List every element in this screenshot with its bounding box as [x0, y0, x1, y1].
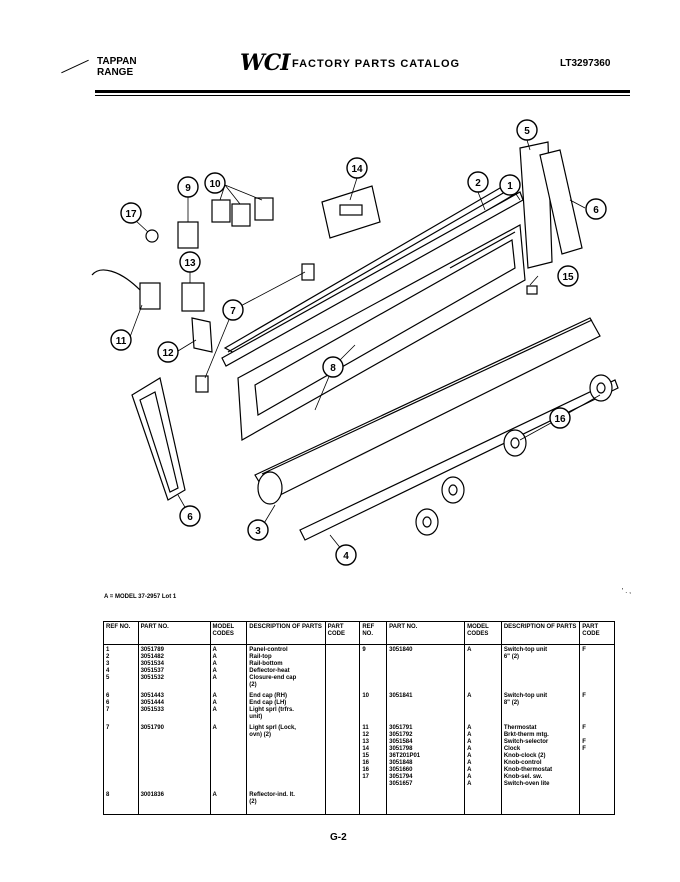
col-ref-no: REF NO.: [104, 622, 139, 645]
right-desc-cell: [501, 723, 579, 790]
callout-10: 10: [209, 179, 221, 190]
left-model-cell-line: A: [212, 707, 217, 713]
left-ref-cell: [104, 645, 139, 692]
right-model-cell-line: A: [467, 746, 472, 752]
right-part-cell: [387, 645, 465, 692]
knob-16b: [504, 430, 526, 456]
callout-13: 13: [184, 258, 196, 269]
scan-specks: ' . ,: [622, 588, 632, 595]
left-ref-cell-line: 2: [106, 654, 110, 660]
left-desc-cell-line: End cap (LH): [249, 700, 287, 706]
right-code-cell-line: F: [582, 693, 586, 699]
left-code-cell: [325, 645, 360, 692]
page-number: G-2: [330, 832, 347, 843]
thermostat-tube: [92, 270, 140, 290]
left-model-cell-line: A: [212, 647, 217, 653]
table-row: [104, 723, 615, 790]
left-desc-cell-line: Light sprl (trfrs.: [249, 707, 294, 713]
left-part-cell-line: 3051789: [140, 647, 164, 653]
right-model-cell-line: A: [467, 693, 472, 699]
left-desc-cell-line: (2): [249, 799, 257, 805]
right-desc-cell-line: Knob-clock (2): [503, 753, 546, 759]
col-description-2: DESCRIPTION OF PARTS: [501, 622, 579, 645]
callout-5: 5: [524, 126, 530, 137]
callout-17: 17: [125, 209, 137, 220]
light-socket-2: [196, 376, 208, 392]
right-part-cell-line: 3051657: [389, 781, 413, 787]
left-ref-cell-line: 4: [106, 668, 110, 674]
right-code-cell-line: F: [582, 746, 586, 752]
col-part-no: PART NO.: [138, 622, 210, 645]
knob-16a: [590, 375, 612, 401]
right-model-cell-line: A: [467, 781, 472, 787]
left-desc-cell-line: Panel-control: [249, 647, 288, 653]
right-model-cell-line: A: [467, 767, 472, 773]
col-description: DESCRIPTION OF PARTS: [247, 622, 325, 645]
right-code-cell-line: F: [582, 739, 586, 745]
model-note: A = MODEL 37-2957 Lot 1: [104, 594, 177, 600]
left-model-cell-line: A: [212, 792, 217, 798]
table-row: [104, 790, 615, 815]
right-code-cell-line: [582, 732, 612, 739]
rail-bottom-end: [258, 472, 282, 504]
wci-logo: WCI: [240, 50, 290, 76]
right-desc-cell-line: Knob-thermostat: [503, 767, 553, 773]
left-desc-cell: [247, 723, 325, 790]
left-ref-cell: [104, 723, 139, 790]
brand-line-1: TAPPAN: [97, 56, 137, 67]
left-part-cell-line: 3051532: [140, 675, 164, 681]
right-ref-cell-line: 13: [362, 739, 370, 745]
left-desc-cell-line: Deflector-heat: [249, 668, 290, 674]
right-desc-cell-line: Thermostat: [503, 725, 537, 731]
callout-11: 11: [115, 336, 127, 347]
right-desc-cell: [501, 645, 579, 692]
left-desc-cell-line: Light sprl (Lock,: [249, 725, 296, 731]
model-code: LT3297360: [560, 58, 611, 69]
callout-9: 9: [185, 183, 191, 194]
left-part-cell: [138, 645, 210, 692]
switch-9: [178, 222, 198, 248]
left-ref-cell-line: 6: [106, 693, 110, 699]
left-desc-cell-line: Closure-end cap: [249, 675, 297, 681]
right-model-cell-line: A: [467, 753, 472, 759]
right-desc-cell-line: 6" (2): [503, 654, 520, 660]
left-part-cell: [138, 691, 210, 723]
right-code-cell-line: F: [582, 647, 586, 653]
callout-16: 16: [554, 414, 566, 425]
left-desc-cell-line: unit): [249, 714, 263, 720]
right-part-cell: [387, 723, 465, 790]
switch-10a: [212, 200, 230, 222]
right-desc-cell-line: Knob-control: [503, 760, 542, 766]
left-code-cell: [325, 691, 360, 723]
right-part-cell-line: 3051798: [389, 746, 413, 752]
col-part-code-2: PART CODE: [580, 622, 615, 645]
table-body: [104, 645, 615, 815]
right-model-cell-line: A: [467, 725, 472, 731]
left-part-cell-line: 3001836: [140, 792, 164, 798]
right-part-cell-line: 3051791: [389, 725, 413, 731]
right-desc-cell-line: Switch-oven lite: [503, 781, 550, 787]
right-code-cell: [580, 790, 615, 815]
left-part-cell-line: 3051534: [140, 661, 164, 667]
left-model-cell: [210, 790, 247, 815]
right-code-cell: [580, 645, 615, 692]
callout-3: 3: [255, 526, 261, 537]
left-ref-cell: [104, 790, 139, 815]
left-model-cell: [210, 691, 247, 723]
right-desc-cell-line: Switch-selector: [503, 739, 549, 745]
right-model-cell-line: A: [467, 739, 472, 745]
knob-16c: [442, 477, 464, 503]
right-ref-cell-line: 11: [362, 725, 369, 731]
left-desc-cell-line: Reflector-ind. lt.: [249, 792, 295, 798]
knob-clock-part: [527, 286, 537, 294]
light-socket: [302, 264, 314, 280]
right-ref-cell-line: 9: [362, 647, 366, 653]
left-desc-cell-line: (2): [249, 682, 257, 688]
right-desc-cell-line: Knob-sel. sw.: [503, 774, 543, 780]
right-part-cell-line: 3051794: [389, 774, 413, 780]
right-ref-cell-line: 16: [362, 760, 370, 766]
catalog-title: FACTORY PARTS CATALOG: [292, 58, 461, 70]
col-model-codes-2: MODEL CODES: [465, 622, 502, 645]
col-ref-no-2: REF NO.: [360, 622, 387, 645]
right-desc-cell-line: Brkt-therm mtg.: [503, 732, 549, 738]
col-part-code: PART CODE: [325, 622, 360, 645]
left-model-cell-line: A: [212, 693, 217, 699]
table-row: [104, 645, 615, 692]
right-ref-cell-line: 12: [362, 732, 370, 738]
right-desc-cell-line: Switch-top unit: [503, 647, 548, 653]
switch-10c: [255, 198, 273, 220]
left-model-cell-line: A: [212, 661, 217, 667]
brand-line-2: RANGE: [97, 67, 134, 78]
callout-1: 1: [507, 181, 513, 192]
left-part-cell-line: 3051537: [140, 668, 164, 674]
right-part-cell-line: 3051792: [389, 732, 413, 738]
left-ref-cell-line: 1: [106, 647, 110, 653]
left-desc-cell-line: Rail-top: [249, 654, 272, 660]
right-ref-cell-line: 14: [362, 746, 370, 752]
right-ref-cell: [360, 645, 387, 692]
right-ref-cell: [360, 723, 387, 790]
callout-6-left: 6: [187, 512, 193, 523]
table-header-row: [104, 622, 615, 645]
right-part-cell-line: 3051584: [389, 739, 413, 745]
left-desc-cell-line: Rail-bottom: [249, 661, 283, 667]
right-code-cell: [580, 691, 615, 723]
right-code-cell-line: F: [582, 725, 586, 731]
col-model-codes: MODEL CODES: [210, 622, 247, 645]
bracket-part: [192, 318, 212, 352]
left-ref-cell-line: 8: [106, 792, 110, 798]
switch-13: [182, 283, 204, 311]
left-desc-cell-line: ovn) (2): [249, 732, 271, 738]
callout-7: 7: [230, 306, 236, 317]
thermostat-part: [140, 283, 160, 309]
left-part-cell: [138, 790, 210, 815]
left-part-cell-line: 3051443: [140, 693, 164, 699]
right-ref-cell-line: 10: [362, 693, 370, 699]
left-desc-cell: [247, 691, 325, 723]
left-desc-cell-line: End cap (RH): [249, 693, 287, 699]
right-part-cell: [387, 691, 465, 723]
left-desc-cell: [247, 790, 325, 815]
right-desc-cell: [501, 790, 579, 815]
left-ref-cell: [104, 691, 139, 723]
right-desc-cell-line: Clock: [503, 746, 521, 752]
callout-6-right: 6: [593, 205, 599, 216]
right-part-cell-line: 3051840: [389, 647, 413, 653]
left-code-cell: [325, 723, 360, 790]
right-model-cell: [465, 723, 502, 790]
right-part-cell: [387, 790, 465, 815]
left-part-cell-line: 3051533: [140, 707, 164, 713]
right-model-cell: [465, 645, 502, 692]
left-ref-cell-line: 7: [106, 725, 110, 731]
right-code-cell: [580, 723, 615, 790]
right-part-cell-line: 3051848: [389, 760, 413, 766]
left-ref-cell-line: 5: [106, 675, 110, 681]
left-model-cell-line: A: [212, 668, 217, 674]
left-desc-cell: [247, 645, 325, 692]
right-ref-cell-line: 17: [362, 774, 370, 780]
right-desc-cell: [501, 691, 579, 723]
callout-15: 15: [562, 272, 574, 283]
callout-14: 14: [351, 164, 363, 175]
left-part-cell: [138, 723, 210, 790]
left-part-cell-line: 3051790: [140, 725, 164, 731]
left-part-cell-line: 3051482: [140, 654, 164, 660]
callout-12: 12: [162, 348, 174, 359]
left-model-cell: [210, 723, 247, 790]
right-desc-cell-line: 8" (2): [503, 700, 520, 706]
left-model-cell-line: A: [212, 675, 217, 681]
right-ref-cell-line: 15: [362, 753, 370, 759]
callout-2: 2: [475, 178, 481, 189]
callout-8: 8: [330, 363, 336, 374]
right-part-cell-line: 36T201P01: [389, 753, 421, 759]
right-model-cell: [465, 691, 502, 723]
right-model-cell-line: A: [467, 774, 472, 780]
right-ref-cell: [360, 691, 387, 723]
left-ref-cell-line: 3: [106, 661, 110, 667]
left-part-cell-line: 3051444: [140, 700, 164, 706]
right-model-cell: [465, 790, 502, 815]
left-ref-cell-line: 7: [106, 707, 110, 713]
right-ref-cell-line: 16: [362, 767, 370, 773]
switch-10b: [232, 204, 250, 226]
parts-table: [103, 621, 615, 815]
left-model-cell-line: A: [212, 654, 217, 660]
left-model-cell-line: A: [212, 725, 217, 731]
right-model-cell-line: A: [467, 647, 472, 653]
clock-part: [322, 186, 380, 238]
callout-4: 4: [343, 551, 349, 562]
right-desc-cell-line: Switch-top unit: [503, 693, 548, 699]
left-model-cell-line: A: [212, 700, 217, 706]
right-part-cell-line: 3051841: [389, 693, 413, 699]
right-model-cell-line: A: [467, 760, 472, 766]
left-ref-cell-line: 6: [106, 700, 110, 706]
knob-16d: [416, 509, 438, 535]
col-part-no-2: PART NO.: [387, 622, 465, 645]
right-part-cell-line: 3051660: [389, 767, 413, 773]
left-model-cell: [210, 645, 247, 692]
right-ref-cell: [360, 790, 387, 815]
right-model-cell-line: A: [467, 732, 472, 738]
table-row: [104, 691, 615, 723]
left-code-cell: [325, 790, 360, 815]
